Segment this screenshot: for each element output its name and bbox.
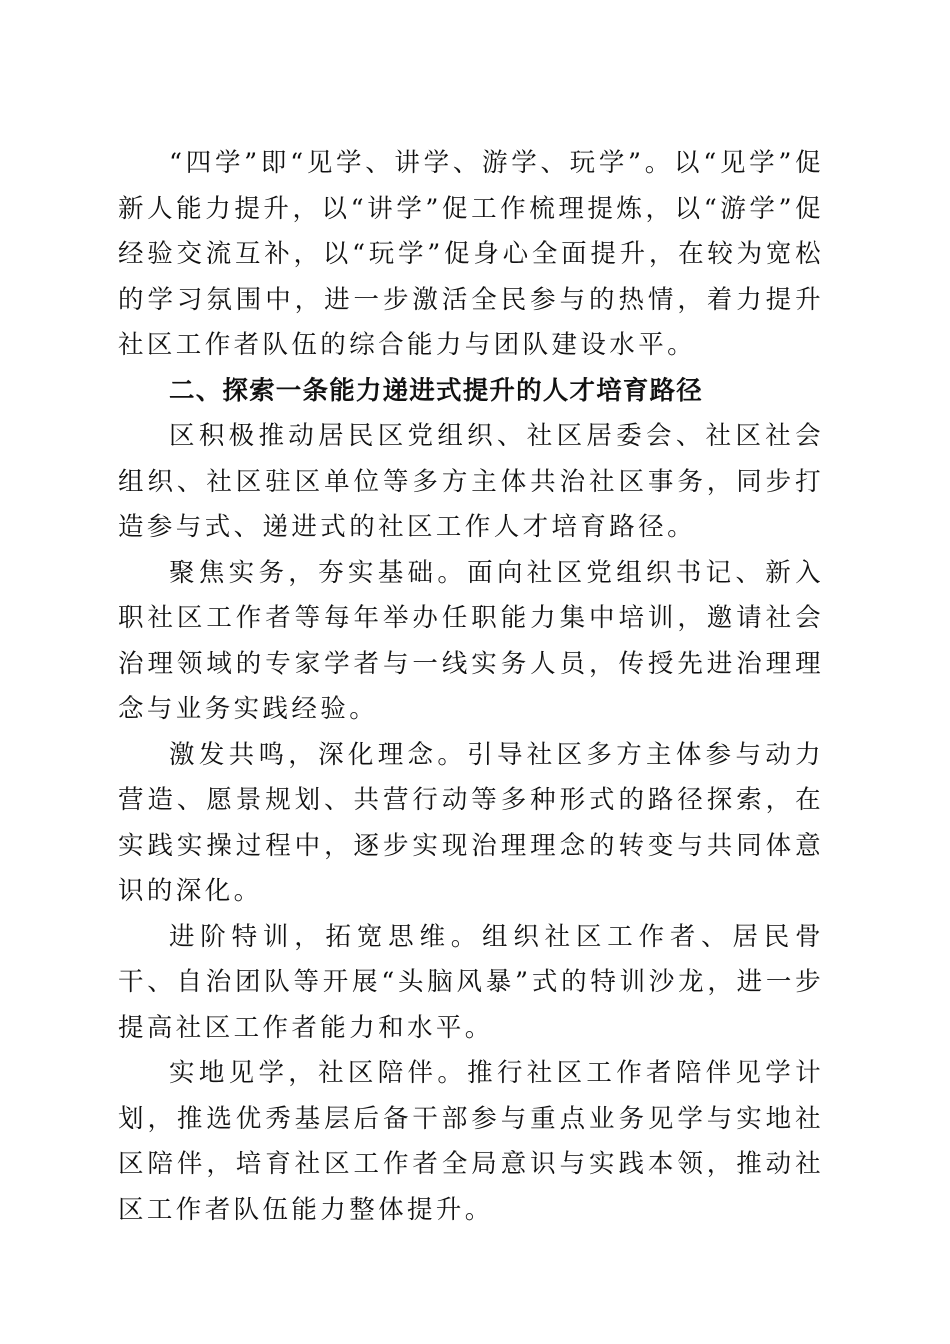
- paragraph-four-learnings: “四学”即“见学、讲学、游学、玩学”。以“见学”促新人能力提升，以“讲学”促工作梳理提炼，以“游学”促经验交流互补，以“玩学”促身心全面提升，在较为宽松的学习氛围中，进一步激活全民参与的热情，着力提升社区工作者队伍的综合能力与团队建设水平。: [118, 148, 824, 360]
- paragraph-advanced-training: 进阶特训，拓宽思维。组织社区工作者、居民骨干、自治团队等开展“头脑风暴”式的特训沙龙，进一步提高社区工作者能力和水平。: [118, 921, 824, 1043]
- document-body: [118, 141, 824, 1233]
- paragraph-resonance: 激发共鸣，深化理念。引导社区多方主体参与动力营造、愿景规划、共营行动等多种形式的路径探索，在实践实操过程中，逐步实现治理理念的转变与共同体意识的深化。: [118, 739, 824, 906]
- paragraph-intro: 区积极推动居民区党组织、社区居委会、社区社会组织、社区驻区单位等多方主体共治社区事务，同步打造参与式、递进式的社区工作人才培育路径。: [118, 421, 824, 542]
- section-heading: 二、探索一条能力递进式提升的人才培育路径: [169, 375, 704, 406]
- paragraph-field-learning: 实地见学，社区陪伴。推行社区工作者陪伴见学计划，推选优秀基层后备干部参与重点业务见学与实地社区陪伴，培育社区工作者全局意识与实践本领，推动社区工作者队伍能力整体提升。: [118, 1058, 824, 1225]
- paragraph-practical-foundation: 聚焦实务，夯实基础。面向社区党组织书记、新入职社区工作者等每年举办任职能力集中培训，邀请社会治理领域的专家学者与一线实务人员，传授先进治理理念与业务实践经验。: [118, 557, 824, 724]
